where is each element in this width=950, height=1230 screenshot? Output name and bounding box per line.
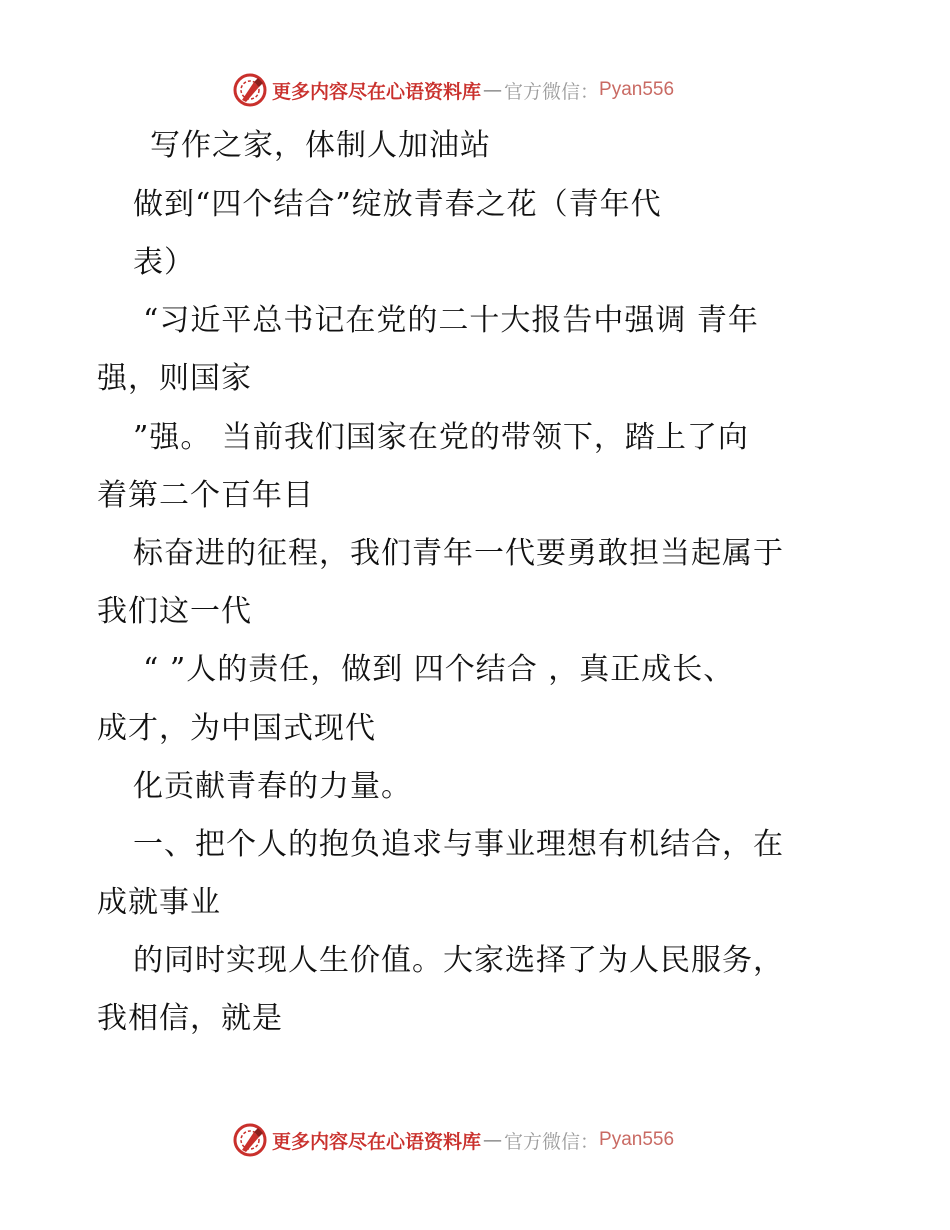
watermark-label: 官方微信： xyxy=(504,80,600,103)
document-line: 着第二个百年目 xyxy=(97,478,314,513)
document-line: 成才，为中国式现代 xyxy=(97,711,376,746)
document-line-title: 做到“四个结合”绽放青春之花（青年代 xyxy=(133,187,662,222)
pen-nib-logo-icon xyxy=(232,1122,268,1158)
watermark-main-text: 更多内容尽在心语资料库 xyxy=(272,1130,482,1153)
document-line: 的同时实现人生价值。大家选择了为人民服务， xyxy=(133,943,784,978)
watermark-dash: — xyxy=(483,79,503,101)
document-line: 我相信，就是 xyxy=(97,1001,283,1036)
watermark-main-text: 更多内容尽在心语资料库 xyxy=(272,80,482,103)
document-line: 我们这一代 xyxy=(97,594,252,629)
watermark-header xyxy=(232,72,674,108)
document-line: “ ”人的责任，做到 四个结合 ，真正成长、 xyxy=(143,652,735,687)
watermark-id: Pyan556 xyxy=(599,1129,675,1150)
document-line: 强，则国家 xyxy=(97,361,252,396)
watermark-dash: — xyxy=(483,1129,503,1151)
document-line: 成就事业 xyxy=(97,885,221,920)
document-line-title-cont: 表） xyxy=(133,245,195,280)
watermark-footer xyxy=(232,1122,674,1158)
document-line-section-heading: 一、把个人的抱负追求与事业理想有机结合，在 xyxy=(133,827,784,862)
watermark-label: 官方微信： xyxy=(504,1130,600,1153)
document-line: 标奋进的征程，我们青年一代要勇敢担当起属于 xyxy=(133,536,784,571)
document-line: ”强。 当前我们国家在党的带领下，踏上了向 xyxy=(133,420,749,455)
pen-nib-logo-icon xyxy=(232,72,268,108)
document-line: “习近平总书记在党的二十大报告中强调 青年 xyxy=(143,303,759,338)
document-line-heading: 写作之家，体制人加油站 xyxy=(150,128,491,163)
document-line: 化贡献青春的力量。 xyxy=(133,769,412,804)
watermark-id: Pyan556 xyxy=(599,79,675,100)
